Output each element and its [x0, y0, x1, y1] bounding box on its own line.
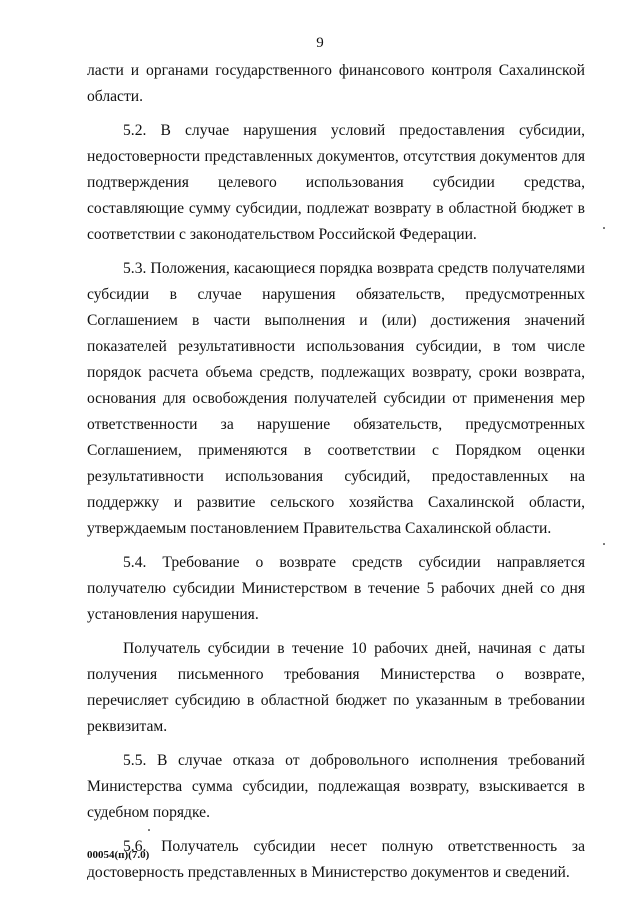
page-number: 9: [316, 35, 324, 51]
paragraph-5-4-recipient: Получатель субсидии в течение 10 рабочих дней, начиная с даты получения письменного требования Министерства о возврате, перечисляет субсидию в областной бюджет по указанным в требовании реквизитам.: [87, 640, 585, 735]
scan-speck: [603, 543, 605, 545]
paragraph-continuation: ласти и органами государственного финансового контроля Сахалинской области.: [87, 62, 585, 105]
paragraph-5-3: 5.3. Положения, касающиеся порядка возврата средств получателями субсидии в случае нарушения обязательств, предусмотренных Соглашением в части выполнения и (или) достижения значений показателей результативности использования субсидии, в том числе порядок расчета объема средств, подлежащих возврату, сроки возврата, основания для освобождения получателей субсидии от применения мер ответственности за нарушение обязательств, предусмотренных Соглашением, применяются в соответствии с Порядком оценки результативности использования субсидий, предоставленных на поддержку и развитие сельского хозяйства Сахалинской области, утверждаемым постановлением Правительства Сахалинской области.: [87, 260, 585, 537]
scan-speck: [603, 227, 605, 229]
paragraph-5-5: 5.5. В случае отказа от добровольного исполнения требований Министерства сумма субсидии, подлежащая возврату, взыскивается в судебном порядке.: [87, 752, 585, 821]
scan-speck: [148, 829, 150, 831]
paragraph-5-4: 5.4. Требование о возврате средств субсидии направляется получателю субсидии Министерством в течение 5 рабочих дней со дня установления нарушения.: [87, 554, 585, 623]
paragraph-5-6: 5.6. Получатель субсидии несет полную ответственность за достоверность представленных в Министерство документов и сведений.: [87, 838, 585, 881]
document-code: 00054(п)(7.0): [87, 849, 150, 861]
paragraph-5-2: 5.2. В случае нарушения условий предоставления субсидии, недостоверности представленных документов, отсутствия документов для подтверждения целевого использования субсидии средства, составляющие сумму субсидии, подлежат возврату в областной бюджет в соответствии с законодательством Российской Федерации.: [87, 122, 585, 243]
document-body: [87, 58, 585, 894]
